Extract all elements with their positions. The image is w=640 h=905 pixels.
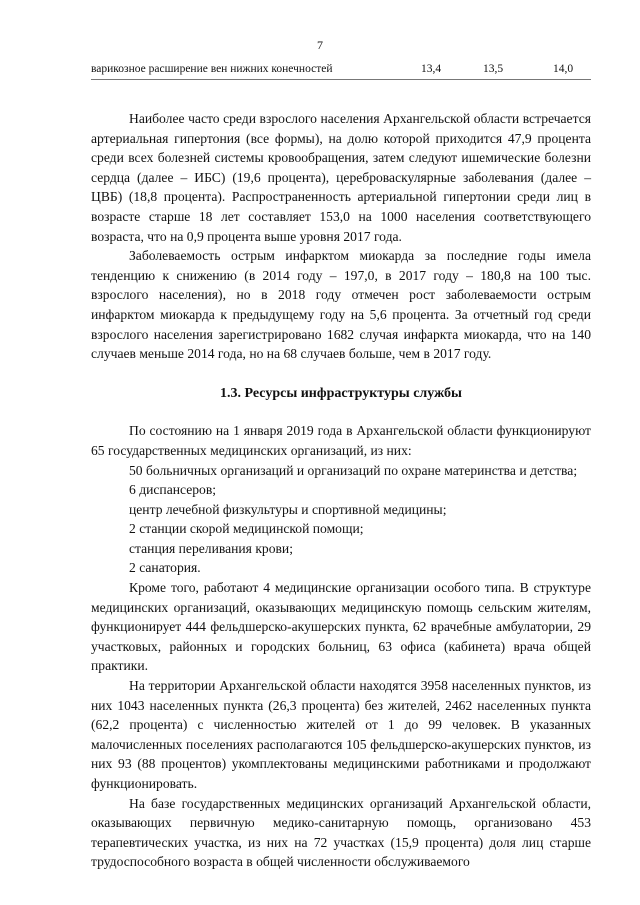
paragraph: На территории Архангельской области находятся 3958 населенных пунктов, из них 1043 населенных пункта (26,3 процента) без жителей, 2462 населенных пункта (62,2 процента) с численностью жителей от 1 до 99 человек. В указанных малочисленных поселениях располагаются 105 фельдшерско-акушерских пунктов, из них 93 (88 процентов) укомплектованы медицинскими работниками и продолжают функционировать.: [91, 678, 591, 791]
table-cell-value: 13,5: [483, 63, 504, 75]
paragraph: Кроме того, работают 4 медицинские организации особого типа. В структуре медицинских организаций, оказывающих медицинскую помощь сельским жителям, функционирует 444 фельдшерско-акушерских пункта, 62 врачебные амбулатории, 29 участковых, районных и городских больниц, 63 офиса (кабинета) врача общей практики.: [91, 580, 591, 674]
table-cell-value: 13,4: [421, 63, 442, 75]
list-item: 50 больничных организаций и организаций по охране материнства и детства;: [129, 462, 578, 478]
section-heading: 1.3. Ресурсы инфраструктуры службы: [220, 385, 462, 401]
table-row: [91, 63, 591, 80]
list-item: станция переливания крови;: [129, 540, 293, 556]
table-cell-label: варикозное расширение вен нижних конечностей: [91, 63, 333, 75]
list-item: 2 станции скорой медицинской помощи;: [129, 521, 364, 537]
paragraph: На базе государственных медицинских организаций Архангельской области, оказывающих первичную медико-санитарную помощь, организовано 453 терапевтических участка, из них на 72 участках (15,9 процента) доля лиц старше трудоспособного возраста в общей численности обслуживаемого: [91, 795, 591, 870]
document-body: [91, 109, 591, 872]
paragraph: По состоянию на 1 января 2019 года в Архангельской области функционируют 65 государственных медицинских организаций, из них:: [91, 423, 591, 458]
list-item: центр лечебной физкультуры и спортивной медицины;: [129, 501, 447, 517]
list-item: 2 санатория.: [129, 560, 201, 576]
paragraph: Наиболее часто среди взрослого населения Архангельской области встречается артериальная гипертония (все формы), на долю которой приходится 47,9 процента среди всех болезней системы кровообращения, затем следуют ишемические болезни сердца (далее – ИБС) (19,6 процента), цереброваскулярные заболевания (далее – ЦВБ) (18,8 процента). Распространенность артериальной гипертонии среди лиц в возрасте старше 18 лет составляет 153,0 на 1000 населения соответствующего возраста, что на 0,9 процента выше уровня 2017 года.: [91, 111, 591, 244]
paragraph: Заболеваемость острым инфарктом миокарда за последние годы имела тенденцию к снижению (в 2014 году – 197,0, в 2017 году – 180,8 на 100 тыс. взрослого населения), но в 2018 году отмечен рост заболеваемости острым инфарктом миокарда к предыдущему году на 5,6 процента. За отчетный год среди взрослого населения зарегистрировано 1682 случая инфаркта миокарда, что на 140 случаев меньше 2014 года, но на 68 случаев больше, чем в 2017 году.: [91, 248, 591, 362]
list-item: 6 диспансеров;: [129, 482, 217, 498]
page-number: 7: [317, 38, 323, 52]
table-cell-value: 14,0: [553, 63, 574, 75]
